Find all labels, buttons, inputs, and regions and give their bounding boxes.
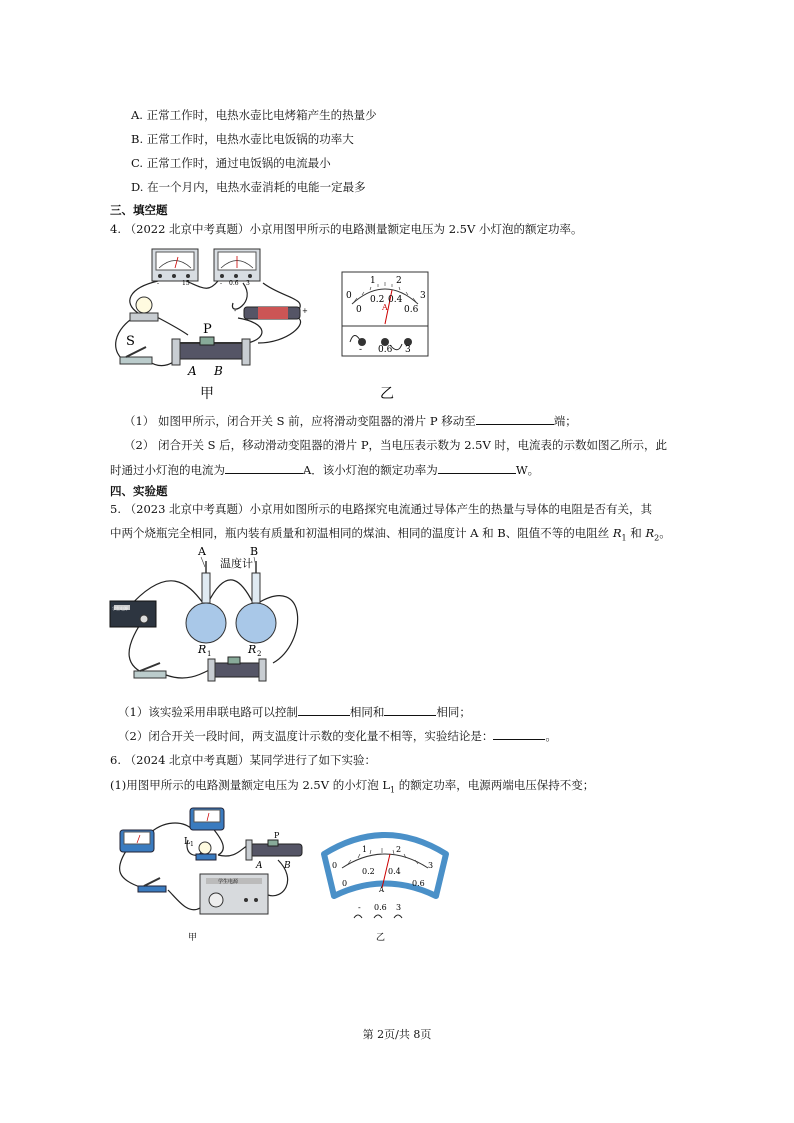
svg-text:-: - <box>359 345 363 355</box>
answer-blank[interactable] <box>438 461 516 474</box>
light-bulb-l1 <box>196 842 216 860</box>
switch <box>134 663 166 678</box>
thermometer-label: 温度计 <box>220 557 253 570</box>
ammeter <box>120 830 154 852</box>
voltmeter <box>152 249 198 287</box>
svg-text:2: 2 <box>257 650 262 658</box>
svg-text:3: 3 <box>420 291 426 301</box>
svg-text:0.6: 0.6 <box>412 879 425 888</box>
option-b: B. 正常工作时，电热水壶比电饭锅的功率大 <box>131 132 354 146</box>
svg-text:0.2: 0.2 <box>370 295 385 305</box>
battery <box>234 307 308 319</box>
question-4-stem: 4. （2022 北京中考真题）小京用图甲所示的电路测量额定电压为 2.5V 小灯泡的额定功率。 <box>110 222 583 236</box>
svg-text:0.6: 0.6 <box>404 305 419 315</box>
slider-label-p: P <box>203 322 212 337</box>
terminal-label-b: B <box>214 364 223 378</box>
svg-text:A: A <box>379 886 385 894</box>
svg-text:0.6: 0.6 <box>229 280 239 287</box>
question-6-part-1: (1)用图甲所示的电路测量额定电压为 2.5V 的小灯泡 $L_1$ 的额定功率，电源两端电压保持不变； <box>110 778 595 795</box>
svg-text:A: A <box>382 303 388 312</box>
svg-text:0: 0 <box>342 879 348 888</box>
question-4-part-1: （1） 如图甲所示，闭合开关 S 前，应将滑动变阻器的滑片 P 移动至 端； <box>124 414 577 428</box>
svg-text:0.6: 0.6 <box>374 903 387 912</box>
answer-blank[interactable] <box>384 703 436 716</box>
flask-b <box>236 561 276 643</box>
svg-text:1: 1 <box>362 845 368 854</box>
q4-ammeter-figure-yi <box>340 270 432 405</box>
answer-blank[interactable] <box>493 727 545 740</box>
figure-caption-yi: 乙 <box>376 933 386 943</box>
wire <box>186 281 218 288</box>
resistor-label-r2: R <box>248 643 257 656</box>
rheostat <box>208 657 266 681</box>
voltmeter <box>190 808 224 830</box>
terminal-label-a: A <box>188 364 197 378</box>
svg-text:3: 3 <box>405 345 411 355</box>
rheostat <box>172 337 250 365</box>
svg-text:0: 0 <box>356 305 362 315</box>
svg-text:3: 3 <box>246 280 250 287</box>
thermometer-label-b: B <box>250 545 259 558</box>
svg-text:+: + <box>302 307 308 315</box>
rheostat <box>246 840 302 860</box>
svg-text:-: - <box>358 903 361 912</box>
q4-circuit-figure-jia <box>108 243 323 403</box>
svg-text:1: 1 <box>370 276 376 286</box>
switch <box>138 878 166 892</box>
ammeter <box>214 249 260 287</box>
figure-caption-yi: 乙 <box>380 386 394 402</box>
question-4-part-2-line1: （2） 闭合开关 S 后，移动滑动变阻器的滑片 P，当电压表示数为 2.5V 时，电流表的示数如图乙所示，此 <box>124 438 667 452</box>
q6-circuit-figure-jia <box>108 800 308 945</box>
svg-text:1: 1 <box>207 650 212 658</box>
svg-text:0.2: 0.2 <box>362 867 375 876</box>
power-supply <box>110 601 156 627</box>
svg-text:3: 3 <box>428 861 434 870</box>
answer-blank[interactable] <box>476 412 554 425</box>
q5-circuit-figure <box>108 543 308 693</box>
light-bulb <box>130 297 158 321</box>
svg-text:0: 0 <box>332 861 338 870</box>
page-footer: 第 2页/共 8页 <box>362 1028 432 1041</box>
question-5-part-1: （1）该实验采用串联电路可以控制 相同和 相同； <box>118 705 471 719</box>
option-a: A. 正常工作时，电热水壶比电烤箱产生的热量少 <box>131 108 377 122</box>
svg-text:2: 2 <box>396 276 402 286</box>
svg-text:0.6: 0.6 <box>378 345 393 355</box>
svg-text:-: - <box>220 280 223 287</box>
section-heading-experiment: 四、实验题 <box>110 484 168 498</box>
question-5-stem-line1: 5. （2023 北京中考真题）小京用如图所示的电路探究电流通过导体产生的热量与导体的电阻是否有关，其 <box>110 502 653 516</box>
question-4-part-2-line2: 时通过小灯泡的电流为 A．该小灯泡的额定功率为 W。 <box>110 463 540 477</box>
svg-text:3: 3 <box>396 903 402 912</box>
flask-a <box>186 561 226 643</box>
power-supply <box>200 874 268 914</box>
svg-text:-: - <box>234 307 237 315</box>
question-6-stem: 6. （2024 北京中考真题）某同学进行了如下实验： <box>110 753 377 767</box>
figure-caption-jia: 甲 <box>188 933 198 943</box>
switch <box>120 347 152 364</box>
svg-text:0.4: 0.4 <box>388 867 401 876</box>
svg-text:1: 1 <box>190 841 194 848</box>
terminal-label-a: A <box>256 861 263 871</box>
bulb-label-l1: L <box>184 837 190 847</box>
switch-label: S <box>126 334 135 349</box>
section-heading-fill-in: 三、填空题 <box>110 203 168 217</box>
option-d: D. 在一个月内，电热水壶消耗的电能一定最多 <box>131 180 366 194</box>
svg-text:0: 0 <box>346 291 352 301</box>
figure-caption-jia: 甲 <box>200 386 214 402</box>
svg-text:学生电源: 学生电源 <box>112 606 128 611</box>
terminal-label-b: B <box>284 861 291 871</box>
q6-ammeter-figure-yi <box>318 826 453 946</box>
svg-text:15: 15 <box>182 280 190 287</box>
answer-blank[interactable] <box>298 703 350 716</box>
svg-text:学生电源: 学生电源 <box>218 879 239 885</box>
question-5-stem-line2: 中两个烧瓶完全相同，瓶内装有质量和初温相同的煤油、相同的温度计 A 和 B、阻值不等的电阻丝 $R_1$ 和 $R_2$。 <box>110 526 671 543</box>
svg-text:-: - <box>157 280 160 287</box>
option-c: C. 正常工作时，通过电饭锅的电流最小 <box>131 156 331 170</box>
svg-text:0.4: 0.4 <box>388 295 403 305</box>
question-5-part-2: （2）闭合开关一段时间，两支温度计示数的变化量不相等，实验结论是： 。 <box>118 729 557 743</box>
resistor-label-r1: R <box>198 643 207 656</box>
answer-blank[interactable] <box>225 461 303 474</box>
svg-text:2: 2 <box>396 845 402 854</box>
thermometer-label-a: A <box>198 545 206 558</box>
slider-label-p: P <box>274 831 280 840</box>
